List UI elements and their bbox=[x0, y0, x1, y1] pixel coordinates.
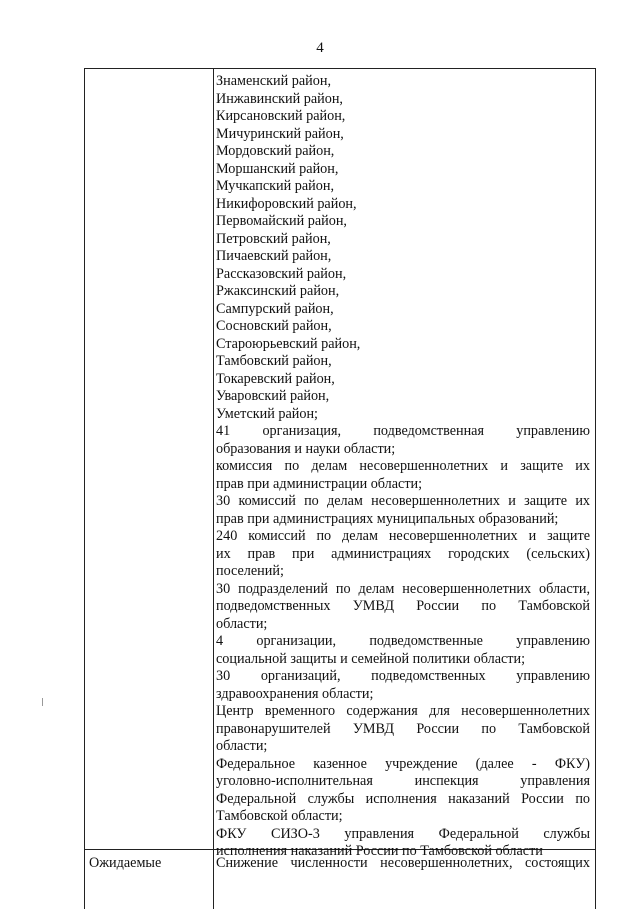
district-item: Уметский район; bbox=[216, 405, 318, 422]
district-item: Мичуринский район, bbox=[216, 125, 344, 142]
district-item: Моршанский район, bbox=[216, 160, 339, 177]
paragraph-social-protection bbox=[216, 633, 590, 668]
district-item: Мордовский район, bbox=[216, 143, 335, 159]
district-item: Рассказовский район, bbox=[216, 265, 347, 282]
paragraph-line: 30 комиссий по делам несовершеннолетних и защите их bbox=[216, 493, 590, 509]
expected-results-label: Ожидаемые bbox=[89, 855, 162, 871]
paragraph-line: области; bbox=[216, 615, 268, 632]
paragraph-line: исполнения наказаний России по Тамбовской области bbox=[216, 843, 543, 859]
paragraph-line: Тамбовской области; bbox=[216, 808, 343, 824]
paragraph-line: Федеральной службы исполнения наказаний России по bbox=[216, 790, 590, 807]
district-item: Староюрьевский район, bbox=[216, 335, 361, 352]
district-item: Ржаксинский район, bbox=[216, 283, 340, 299]
column-divider bbox=[213, 69, 214, 909]
district-item: Инжавинский район, bbox=[216, 90, 343, 107]
district-item: Петровский район, bbox=[216, 230, 331, 247]
paragraph-detention-center bbox=[216, 703, 590, 756]
paragraph-line: поселений; bbox=[216, 563, 284, 579]
paragraph-line: их прав при администрациях городских (сельских) bbox=[216, 545, 590, 562]
paragraph-line: 4 организации, подведомственные управлению bbox=[216, 633, 590, 649]
paragraph-line: здравоохранения области; bbox=[216, 685, 374, 702]
district-list bbox=[216, 73, 590, 423]
district-item: Сампурский район, bbox=[216, 300, 334, 317]
paragraph-line: образования и науки области; bbox=[216, 440, 396, 457]
paragraph-line: области; bbox=[216, 738, 268, 754]
district-item: Кирсановский район, bbox=[216, 108, 346, 124]
paragraph-line: уголовно-исполнительная инспекция управления bbox=[216, 773, 590, 789]
paragraph-line: 30 подразделений по делам несовершеннолетних области, bbox=[216, 580, 590, 597]
district-item: Никифоровский район, bbox=[216, 195, 357, 212]
expected-results-text: Снижение численности несовершеннолетних, состоящих bbox=[216, 855, 590, 871]
paragraph-line: социальной защиты и семейной политики области; bbox=[216, 650, 526, 667]
paragraph-line: комиссия по делам несовершеннолетних и защите их bbox=[216, 458, 590, 474]
paragraph-line: 41 организация, подведомственная управлению bbox=[216, 423, 590, 439]
paragraph-healthcare bbox=[216, 668, 590, 703]
margin-mark bbox=[42, 698, 43, 706]
paragraph-line: прав при администрации области; bbox=[216, 475, 423, 492]
paragraph-settlement-commissions bbox=[216, 528, 590, 581]
paragraph-line: 30 организаций, подведомственных управлению bbox=[216, 668, 590, 684]
paragraph-penal-inspection bbox=[216, 756, 590, 826]
paragraph-regional-commission bbox=[216, 458, 590, 493]
district-item: Первомайский район, bbox=[216, 213, 347, 229]
district-item: Пичаевский район, bbox=[216, 248, 332, 264]
district-item: Уваровский район, bbox=[216, 388, 330, 404]
district-item: Сосновский район, bbox=[216, 318, 332, 334]
paragraph-municipal-commissions bbox=[216, 493, 590, 528]
paragraph-line: прав при администрациях муниципальных образований; bbox=[216, 510, 559, 527]
district-item: Мучкапский район, bbox=[216, 178, 335, 194]
paragraph-line: Центр временного содержания для несовершеннолетних bbox=[216, 703, 590, 719]
paragraph-education bbox=[216, 423, 590, 458]
paragraph-line: подведомственных УМВД России по Тамбовской bbox=[216, 598, 590, 614]
district-item: Тамбовский район, bbox=[216, 353, 332, 369]
paragraph-line: ФКУ СИЗО-3 управления Федеральной службы bbox=[216, 825, 590, 842]
paragraph-police-units bbox=[216, 581, 590, 634]
district-item: Токаревский район, bbox=[216, 370, 335, 387]
paragraph-line: 240 комиссий по делам несовершеннолетних и защите bbox=[216, 528, 590, 544]
document-table bbox=[84, 68, 596, 909]
paragraph-line: правонарушителей УМВД России по Тамбовской bbox=[216, 720, 590, 737]
participants-cell bbox=[216, 73, 590, 861]
page-number: 4 bbox=[316, 40, 324, 56]
district-item: Знаменский район, bbox=[216, 73, 332, 89]
paragraph-line: Федеральное казенное учреждение (далее - ФКУ) bbox=[216, 755, 590, 772]
